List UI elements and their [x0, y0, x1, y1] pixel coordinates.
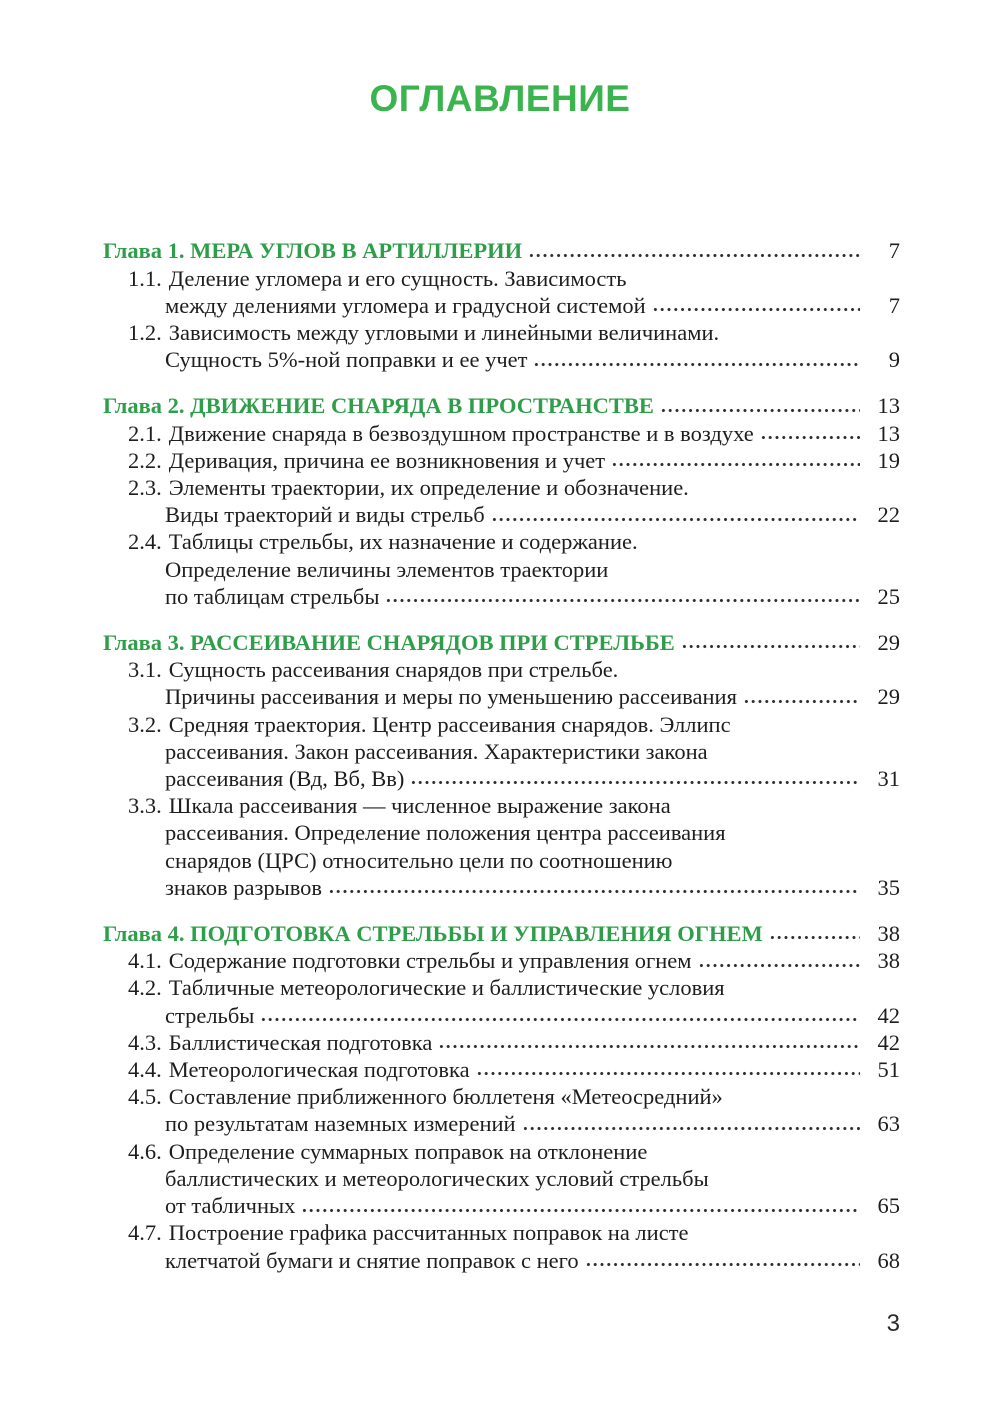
section-title: Деление угломера и его сущность. Зависимость	[168, 265, 627, 291]
toc-entry-line	[103, 1165, 900, 1192]
section-number: 1.1.	[128, 265, 162, 291]
section-title: баллистических и метеорологических условий стрельбы	[165, 1165, 709, 1191]
toc-section-entry	[103, 420, 900, 447]
toc-section-entry	[103, 1138, 900, 1220]
toc-entry-line	[103, 683, 900, 710]
section-title: рассеивания. Закон рассеивания. Характеристики закона	[165, 738, 708, 764]
dot-leader	[533, 346, 860, 373]
section-number: 2.4.	[128, 529, 162, 555]
section-number: 4.5.	[128, 1084, 162, 1110]
entry-page-number: 65	[877, 1193, 900, 1219]
toc-entry-line	[103, 1083, 900, 1110]
toc-chapter-entry	[103, 392, 900, 419]
section-title: по таблицам стрельбы	[165, 583, 380, 609]
section-title: Составление приближенного бюллетеня «Метеосредний»	[168, 1084, 723, 1110]
toc-section-entry	[103, 656, 900, 710]
toc-section-entry	[103, 528, 900, 610]
table-of-contents	[103, 237, 900, 1273]
toc-entry-line	[103, 629, 900, 656]
dot-leader	[743, 683, 860, 710]
section-number: 4.2.	[128, 975, 162, 1001]
toc-chapter-entry	[103, 629, 900, 656]
toc-entry-line	[103, 874, 900, 901]
entry-page-number: 9	[888, 347, 900, 373]
section-number: 4.6.	[128, 1138, 162, 1164]
section-title: рассеивания. Определение положения центра рассеивания	[165, 820, 726, 846]
dot-leader	[660, 392, 860, 419]
toc-entry-line	[103, 1002, 900, 1029]
section-number: 2.1.	[128, 420, 162, 446]
toc-section-entry	[103, 1056, 900, 1083]
section-number: 2.3.	[128, 475, 162, 501]
section-title: Таблицы стрельбы, их назначение и содержание.	[168, 529, 638, 555]
toc-entry-line	[103, 1192, 900, 1219]
toc-entry-line	[103, 920, 900, 947]
section-title: Баллистическая подготовка	[168, 1029, 433, 1055]
toc-entry-line	[103, 392, 900, 419]
entry-page-number: 63	[877, 1111, 900, 1137]
entry-page-number: 42	[877, 1029, 900, 1055]
section-title: Зависимость между угловыми и линейными величинами.	[168, 320, 720, 345]
chapter-title: Глава 4. ПОДГОТОВКА СТРЕЛЬБЫ И УПРАВЛЕНИЯ ОГНЕМ	[103, 921, 763, 947]
toc-entry-line	[103, 738, 900, 765]
entry-page-number: 35	[877, 874, 900, 900]
toc-entry-line	[103, 501, 900, 528]
section-title: по результатам наземных измерений	[165, 1111, 516, 1137]
toc-section-entry	[103, 474, 900, 528]
toc-entry-line	[103, 583, 900, 610]
entry-page-number: 7	[888, 292, 900, 318]
page-number: 3	[886, 1310, 900, 1337]
dot-leader	[652, 292, 860, 319]
toc-entry-line	[103, 1138, 900, 1165]
toc-entry-line	[103, 792, 900, 819]
section-title: Движение снаряда в безвоздушном пространстве и в воздухе	[168, 420, 754, 446]
dot-leader	[611, 447, 860, 474]
dot-leader	[698, 947, 860, 974]
dot-leader	[769, 920, 860, 947]
dot-leader	[681, 629, 860, 656]
dot-leader	[301, 1192, 860, 1219]
section-title: Построение графика рассчитанных поправок на листе	[168, 1220, 689, 1246]
toc-entry-line	[103, 1219, 900, 1246]
toc-chapter-entry	[103, 920, 900, 947]
entry-page-number: 51	[877, 1057, 900, 1083]
toc-section-entry	[103, 947, 900, 974]
entry-page-number: 13	[877, 393, 900, 419]
section-title: Сущность рассеивания снарядов при стрельбе.	[168, 657, 619, 683]
entry-page-number: 38	[877, 948, 900, 974]
dot-leader	[491, 501, 860, 528]
toc-section-entry	[103, 974, 900, 1028]
section-title: Определение суммарных поправок на отклонение	[168, 1138, 648, 1164]
chapter-title: Глава 3. РАССЕИВАНИЕ СНАРЯДОВ ПРИ СТРЕЛЬБЕ	[103, 630, 675, 656]
section-title: знаков разрывов	[165, 874, 323, 900]
toc-entry-line	[103, 656, 900, 683]
section-number: 3.3.	[128, 793, 162, 819]
section-number: 2.2.	[128, 447, 162, 473]
toc-entry-line	[103, 346, 900, 373]
dot-leader	[385, 583, 860, 610]
toc-section-entry	[103, 792, 900, 901]
section-number: 4.4.	[128, 1057, 162, 1083]
toc-section-entry	[103, 447, 900, 474]
toc-entry-line	[103, 474, 900, 501]
dot-leader	[410, 765, 860, 792]
dot-leader	[760, 420, 860, 447]
toc-section-entry	[103, 711, 900, 793]
toc-entry-line	[103, 819, 900, 846]
section-title: рассеивания (Вд, Вб, Вв)	[165, 766, 405, 792]
toc-entry-line	[103, 319, 900, 346]
entry-page-number: 19	[877, 447, 900, 473]
toc-chapter-entry	[103, 237, 900, 264]
toc-section-entry	[103, 265, 900, 319]
toc-section-entry	[103, 1219, 900, 1273]
toc-entry-line	[103, 1110, 900, 1137]
toc-section-entry	[103, 1083, 900, 1137]
entry-page-number: 13	[877, 420, 900, 446]
dot-leader	[528, 237, 860, 264]
toc-entry-line	[103, 447, 900, 474]
section-title: Содержание подготовки стрельбы и управления огнем	[168, 948, 692, 974]
chapter-title: Глава 2. ДВИЖЕНИЕ СНАРЯДА В ПРОСТРАНСТВЕ	[103, 393, 654, 419]
entry-page-number: 25	[877, 583, 900, 609]
toc-entry-line	[103, 1247, 900, 1274]
toc-entry-line	[103, 420, 900, 447]
section-title: Причины рассеивания и меры по уменьшению рассеивания	[165, 684, 737, 710]
entry-page-number: 38	[877, 921, 900, 947]
entry-page-number: 68	[877, 1247, 900, 1273]
toc-entry-line	[103, 765, 900, 792]
toc-entry-line	[103, 947, 900, 974]
dot-leader	[476, 1056, 860, 1083]
section-title: от табличных	[165, 1193, 296, 1219]
toc-entry-line	[103, 711, 900, 738]
toc-entry-line	[103, 265, 900, 292]
section-title: Сущность 5%-ной поправки и ее учет	[165, 347, 528, 373]
section-title: Деривация, причина ее возникновения и учет	[168, 447, 606, 473]
dot-leader	[328, 874, 860, 901]
section-title: Определение величины элементов траектории	[165, 556, 609, 582]
section-title: снарядов (ЦРС) относительно цели по соотношению	[165, 847, 673, 873]
dot-leader	[260, 1002, 860, 1029]
page-title: ОГЛАВЛЕНИЕ	[369, 78, 631, 119]
entry-page-number: 29	[877, 630, 900, 656]
section-title: стрельбы	[165, 1002, 255, 1028]
toc-entry-line	[103, 292, 900, 319]
section-number: 1.2.	[128, 320, 162, 345]
toc-entry-line	[103, 1056, 900, 1083]
section-title: Табличные метеорологические и баллистические условия	[168, 975, 725, 1001]
toc-section-entry	[103, 1029, 900, 1056]
dot-leader	[438, 1029, 860, 1056]
toc-entry-line	[103, 237, 900, 264]
toc-entry-line	[103, 974, 900, 1001]
chapter-title: Глава 1. МЕРА УГЛОВ В АРТИЛЛЕРИИ	[103, 238, 523, 264]
dot-leader	[585, 1247, 860, 1274]
entry-page-number: 42	[877, 1002, 900, 1028]
section-number: 3.2.	[128, 711, 162, 737]
section-title: Шкала рассеивания — численное выражение закона	[168, 793, 671, 819]
entry-page-number: 31	[877, 766, 900, 792]
section-title: клетчатой бумаги и снятие поправок с него	[165, 1247, 579, 1273]
toc-entry-line	[103, 556, 900, 583]
entry-page-number: 22	[877, 502, 900, 528]
entry-page-number: 7	[888, 238, 900, 264]
section-title: между делениями угломера и градусной системой	[165, 292, 646, 318]
dot-leader	[522, 1110, 860, 1137]
toc-entry-line	[103, 1029, 900, 1056]
toc-entry-line	[103, 847, 900, 874]
section-title: Метеорологическая подготовка	[168, 1057, 470, 1083]
section-number: 3.1.	[128, 657, 162, 683]
section-title: Средняя траектория. Центр рассеивания снарядов. Эллипс	[168, 711, 731, 737]
toc-entry-line	[103, 528, 900, 555]
toc-section-entry	[103, 319, 900, 373]
section-number: 4.3.	[128, 1029, 162, 1055]
entry-page-number: 29	[877, 684, 900, 710]
section-number: 4.1.	[128, 948, 162, 974]
section-title: Виды траекторий и виды стрельб	[165, 502, 485, 528]
section-title: Элементы траектории, их определение и обозначение.	[168, 475, 689, 501]
section-number: 4.7.	[128, 1220, 162, 1246]
